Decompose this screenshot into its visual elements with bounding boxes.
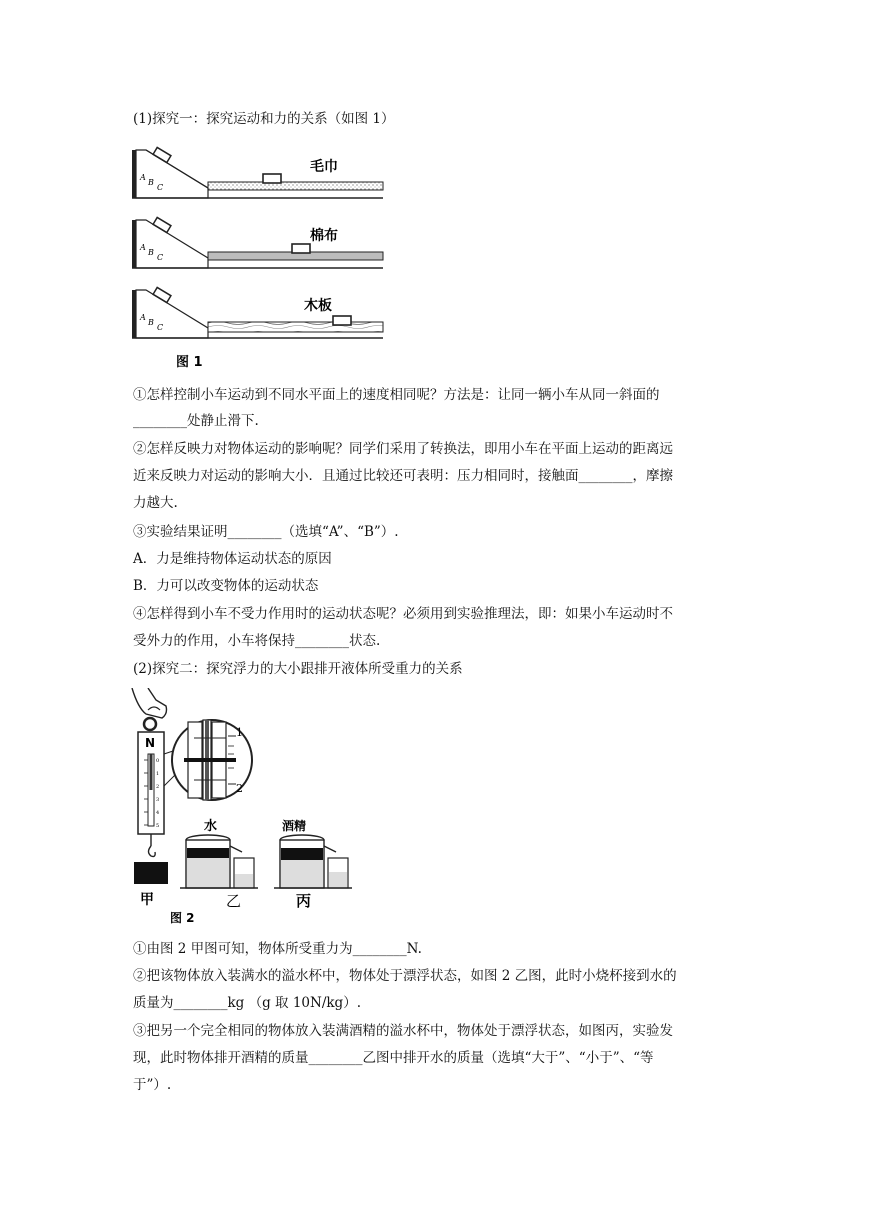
s1-q4-line2: 受外力的作用，小车将保持________状态. <box>133 633 381 649</box>
scale-mark: 4 <box>156 810 160 816</box>
figure2-caption: 图 2 <box>170 911 195 925</box>
slope-letter-a: A <box>140 243 146 252</box>
figure1-caption: 图 1 <box>176 355 203 370</box>
slope-letter-b: B <box>148 318 154 327</box>
ramp-panel-wood <box>132 287 383 338</box>
s2-q3-line1: ③把另一个完全相同的物体放入装满酒精的溢水杯中，物体处于漂浮状态，如图丙，实验发 <box>133 1023 673 1039</box>
scale-mark: 0 <box>156 758 160 764</box>
liquid-label-alcohol: 酒精 <box>282 819 307 833</box>
s2-q2-line1: ②把该物体放入装满水的溢水杯中，物体处于漂浮状态，如图 2 乙图，此时小烧杯接到水的 <box>133 968 677 984</box>
zoom-magnifier <box>172 720 252 800</box>
s1-q2-line3: 力越大. <box>133 495 178 511</box>
newton-unit-label: N <box>145 736 156 750</box>
slope-letter-a: A <box>140 173 146 182</box>
figure1-ramps <box>128 140 388 372</box>
overflow-cup-alcohol <box>274 818 352 888</box>
spring-balance <box>134 732 168 884</box>
s1-q1-line2: ________处静止滑下. <box>133 413 259 429</box>
s2-q2-line2: 质量为________kg （g 取 10N/kg）. <box>133 995 361 1011</box>
hanging-block <box>134 862 168 884</box>
panel-label-yi: 乙 <box>226 892 242 910</box>
s2-q3-line3: 于”）. <box>133 1077 172 1093</box>
ramp-panel-cotton <box>132 217 383 268</box>
s1-option-b: B．力可以改变物体的运动状态 <box>133 578 319 594</box>
s1-q3: ③实验结果证明________（选填“A”、“B”）. <box>133 524 399 540</box>
slope-letter-a: A <box>140 313 146 322</box>
overflow-cup-water <box>180 818 258 888</box>
slope-letter-b: B <box>148 248 154 257</box>
figure2-spring-balance <box>124 688 364 928</box>
hand-icon <box>132 688 167 730</box>
section1-title: (1)探究一：探究运动和力的关系（如图 1） <box>133 111 395 127</box>
surface-label-cotton: 棉布 <box>310 228 338 244</box>
slope-letter-b: B <box>148 178 154 187</box>
zoom-mark-2: 2 <box>236 782 243 795</box>
scale-mark: 3 <box>156 797 160 803</box>
surface-label-towel: 毛巾 <box>310 159 338 175</box>
s2-q3-line2: 现，此时物体排开酒精的质量________乙图中排开水的质量（选填“大于”、“小于”、“等 <box>133 1050 654 1066</box>
s2-q1: ①由图 2 甲图可知，物体所受重力为________N. <box>133 941 422 957</box>
liquid-label-water: 水 <box>204 819 218 834</box>
s1-q2-line2: 近来反映力对运动的影响大小．且通过比较还可表明：压力相同时，接触面________，摩擦 <box>133 468 673 484</box>
slope-letter-c: C <box>157 323 164 332</box>
s1-q1-line1: ①怎样控制小车运动到不同水平面上的速度相同呢？方法是：让同一辆小车从同一斜面的 <box>133 387 660 403</box>
slope-letter-c: C <box>157 183 164 192</box>
section2-title: (2)探究二：探究浮力的大小跟排开液体所受重力的关系 <box>133 661 463 677</box>
s1-option-a: A．力是维持物体运动状态的原因 <box>133 551 332 567</box>
surface-label-wood: 木板 <box>304 298 332 314</box>
s1-q4-line1: ④怎样得到小车不受力作用时的运动状态呢？必须用到实验推理法，即：如果小车运动时不 <box>133 606 673 622</box>
slope-letter-c: C <box>157 253 164 262</box>
scale-mark: 1 <box>156 771 160 777</box>
scale-mark: 2 <box>156 784 160 790</box>
ramp-panel-towel <box>132 147 383 198</box>
panel-label-jia: 甲 <box>140 892 154 908</box>
s1-q2-line1: ②怎样反映力对物体运动的影响呢？同学们采用了转换法，即用小车在平面上运动的距离远 <box>133 441 673 457</box>
zoom-mark-1: 1 <box>236 726 243 739</box>
scale-mark: 5 <box>156 823 160 829</box>
panel-label-bing: 丙 <box>296 892 312 910</box>
